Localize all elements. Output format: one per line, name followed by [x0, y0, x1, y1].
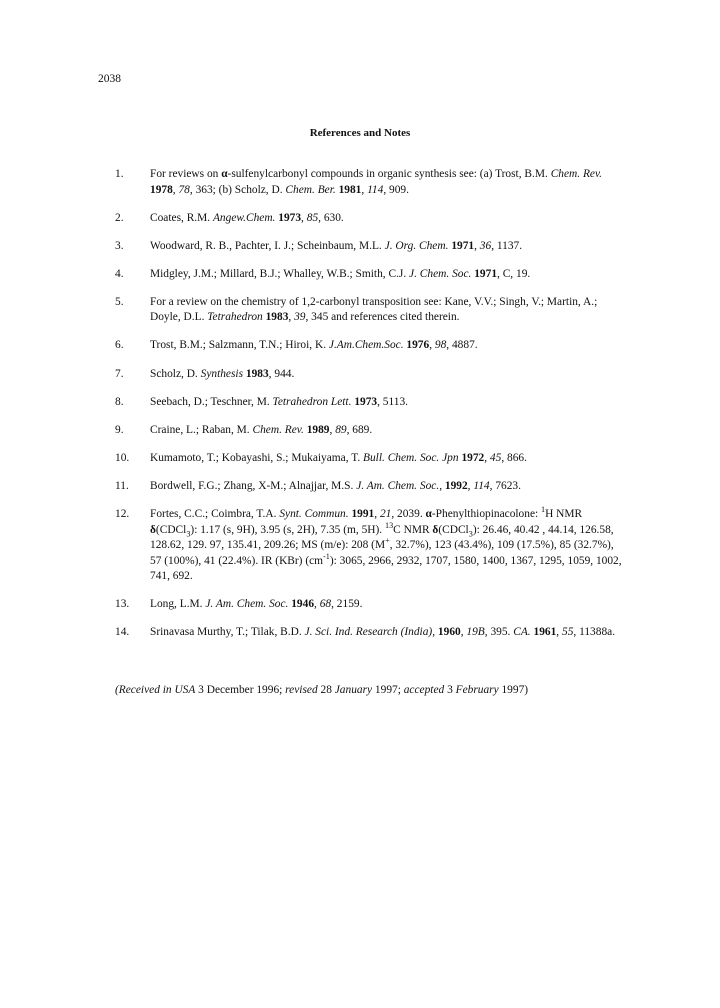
text-run: , 11388a. [573, 626, 616, 639]
text-run: , 7623. [489, 479, 521, 492]
text-run: -sulfenylcarbonyl compounds in organic synthesis see: (a) Trost, B.M. [227, 168, 551, 180]
text-run: J. Am. Chem. Soc. [356, 479, 440, 492]
received-dates-note [115, 683, 528, 699]
text-run: Bull. Chem. Soc. Jpn [363, 451, 459, 464]
reference-item [115, 479, 625, 495]
text-run: 39 [294, 311, 306, 324]
text-run: 1991 [351, 508, 375, 521]
text-run: 21 [379, 508, 392, 521]
text-run: 13 [384, 520, 394, 530]
text-run: 1973 [278, 211, 302, 224]
text-run: -1 [323, 551, 330, 561]
reference-item [115, 597, 625, 613]
text-run: 1983 [265, 311, 289, 324]
text-run: Bordwell, F.G.; Zhang, X-M.; Alnajjar, M.S. [150, 479, 357, 492]
text-run: Seebach, D.; Teschner, M. [150, 395, 273, 408]
text-run: , [172, 183, 179, 196]
text-run: 1989 [306, 423, 330, 436]
text-run: , 363; (b) Scholz, D. [189, 183, 286, 196]
text-run: ): 26.46, 40.42 , 44.14, 126.58, 128.62, 129. 97, 135.41, 209.26; MS (m/e): 208 (M [150, 523, 614, 552]
text-run: Fortes, C.C.; Coimbra, T.A. [150, 508, 280, 521]
page-number: 2038 [98, 73, 121, 85]
text-run: 85 [306, 211, 319, 224]
text-run: , 866. [501, 451, 527, 464]
text-run: , 909. [383, 183, 409, 196]
text-run: Craine, L.; Raban, M. [150, 423, 253, 436]
text-run: -Phenylthiopinacolone: [431, 508, 542, 521]
reference-number: 5. [115, 295, 124, 308]
text-run: , [556, 626, 562, 639]
text-run: , 395. [484, 626, 514, 639]
text-run: 1997) [498, 684, 529, 696]
reference-number: 12. [115, 508, 130, 521]
reference-item [115, 211, 625, 227]
text-run: , C, 19. [497, 267, 531, 280]
text-run: Synthesis [200, 367, 244, 380]
text-run: , 689. [346, 423, 373, 436]
text-run: Chem. Rev. [252, 423, 304, 436]
text-run: For a review on the chemistry of 1,2-carbonyl transposition see: Kane, V.V.; Singh, V.; Martin, A.; Doyle, D.L. [150, 295, 598, 324]
reference-text [150, 168, 602, 196]
text-run: 45 [489, 451, 502, 464]
text-run: 1972 [461, 451, 485, 464]
reference-item [115, 451, 625, 467]
text-run: 98 [434, 339, 447, 352]
text-run: , 630. [318, 211, 344, 224]
text-run: February [455, 684, 499, 696]
text-run: (Received in USA [115, 684, 196, 696]
reference-number: 14. [115, 626, 130, 639]
text-run: 1961 [533, 626, 557, 639]
text-run: 55 [562, 626, 574, 639]
text-run: Tetrahedron Lett. [272, 395, 352, 408]
text-run: Synt. Commun. [279, 508, 349, 521]
text-run: 1971 [451, 239, 475, 252]
text-run: Midgley, J.M.; Millard, B.J.; Whalley, W.B.; Smith, C.J. [150, 267, 410, 280]
text-run: J. Chem. Soc. [409, 267, 472, 280]
reference-item [115, 367, 625, 383]
text-run: Tetrahedron [207, 311, 263, 324]
text-run: Trost, B.M.; Salzmann, T.N.; Hiroi, K. [150, 339, 329, 352]
text-run: , [439, 479, 445, 492]
reference-number: 8. [115, 395, 124, 408]
text-run: , [314, 598, 320, 611]
text-run: , [432, 626, 438, 639]
reference-text [150, 480, 521, 492]
text-run: 3 [186, 528, 191, 538]
reference-item [115, 625, 625, 641]
text-run: Coates, R.M. [150, 211, 213, 224]
reference-text [150, 626, 615, 638]
text-run: 114 [367, 183, 384, 196]
text-run: 1 [541, 505, 546, 515]
text-run: CA. [513, 626, 531, 639]
text-run: J. Am. Chem. Soc. [205, 598, 289, 611]
text-run: H NMR [545, 508, 583, 521]
text-run: δ [432, 523, 439, 536]
reference-item [115, 167, 625, 198]
text-run: Srinavasa Murthy, T.; Tilak, B.D. [150, 626, 305, 639]
text-run: , 32.7%), 123 (43.4%), 109 (17.5%), 85 (32.7%), 57 (100%), 41 (22.4%). IR (KBr) (cm [150, 539, 614, 567]
text-run: 78 [178, 183, 190, 196]
text-run: α [425, 508, 432, 521]
text-run: 1992 [444, 479, 468, 492]
text-run: , 944. [268, 367, 295, 380]
reference-text [150, 368, 294, 380]
text-run: C NMR [393, 523, 433, 536]
reference-text [150, 505, 622, 583]
text-run: (CDCl [155, 523, 187, 536]
text-run: 1976 [406, 339, 430, 352]
reference-number: 10. [115, 451, 130, 464]
text-run: , [288, 311, 295, 324]
reference-item [115, 423, 625, 439]
text-run: , [374, 508, 380, 521]
text-run: , [329, 423, 336, 436]
text-run: 1983 [245, 367, 269, 380]
section-heading: References and Notes [309, 127, 411, 139]
text-run: 1997; [372, 684, 404, 696]
text-run: ): 1.17 (s, 9H), 3.95 (s, 2H), 7.35 (m, 5H). [190, 523, 385, 536]
reference-item [115, 267, 625, 283]
text-run: For reviews on [150, 168, 222, 180]
reference-item [115, 507, 625, 585]
reference-text [150, 396, 408, 408]
reference-number: 2. [115, 211, 124, 224]
reference-item [115, 295, 625, 326]
reference-number: 4. [115, 267, 124, 280]
text-run: Scholz, D. [150, 367, 201, 380]
reference-number: 6. [115, 339, 124, 352]
reference-number: 13. [115, 598, 130, 611]
text-run: J.Am.Chem.Soc. [328, 339, 404, 352]
text-run: 68 [319, 598, 332, 611]
reference-text [150, 598, 362, 610]
reference-text [150, 212, 344, 224]
text-run: Angew.Chem. [212, 211, 276, 224]
text-run: January [334, 684, 373, 696]
reference-text [150, 296, 597, 324]
text-run: 28 [317, 684, 335, 696]
reference-text [150, 339, 478, 351]
reference-item [115, 338, 625, 354]
reference-item [115, 239, 625, 255]
text-run: Woodward, R. B., Pachter, I. J.; Scheinbaum, M.L. [150, 239, 385, 252]
text-run: 3 December 1996; [195, 684, 286, 696]
text-run: 3 [444, 684, 456, 696]
reference-text [150, 268, 530, 280]
text-run: 1981 [338, 183, 362, 196]
reference-list [115, 167, 625, 653]
text-run: ): 3065, 2966, 2932, 1707, 1580, 1400, 1367, 1295, 1059, 1002, 741, 692. [150, 554, 622, 583]
reference-item [115, 395, 625, 411]
text-run: (CDCl [438, 523, 469, 536]
text-run: α [221, 168, 228, 180]
text-run: 36 [479, 239, 492, 252]
reference-text [150, 452, 527, 464]
reference-text [150, 424, 372, 436]
text-run: , [429, 339, 435, 352]
text-run: J. Sci. Ind. Research (India) [304, 626, 433, 639]
text-run: , [484, 451, 490, 464]
text-run: revised [285, 684, 318, 696]
reference-number: 7. [115, 367, 124, 380]
reference-number: 11. [115, 479, 129, 492]
text-run: , 5113. [377, 395, 408, 408]
reference-number: 3. [115, 239, 124, 252]
reference-number: 9. [115, 423, 124, 436]
text-run: , 4887. [446, 339, 478, 352]
text-run: 1973 [354, 395, 378, 408]
text-run: , [460, 626, 467, 639]
text-run: 3 [468, 528, 473, 538]
reference-text [150, 240, 522, 252]
text-run: Long, L.M. [150, 598, 206, 611]
text-run: 1960 [437, 626, 461, 639]
text-run: , [301, 211, 307, 224]
text-run: 1946 [291, 598, 315, 611]
text-run: , [474, 239, 480, 252]
reference-number: 1. [115, 168, 124, 180]
text-run: , [467, 479, 474, 492]
text-run: δ [150, 523, 156, 536]
text-run: Chem. Ber. [285, 183, 336, 196]
text-run: Kumamoto, T.; Kobayashi, S.; Mukaiyama, T. [150, 451, 364, 464]
text-run: J. Org. Chem. [384, 239, 449, 252]
text-run: 19B [466, 626, 485, 639]
text-run: , 1137. [491, 239, 523, 252]
text-run: Chem. Rev. [550, 168, 603, 180]
text-run: 114 [473, 479, 490, 492]
text-run: , 2039. [391, 508, 426, 521]
text-run: accepted [403, 684, 445, 696]
text-run: 89 [335, 423, 347, 436]
text-run: , [361, 183, 368, 196]
text-run: + [385, 536, 390, 546]
text-run: , 2159. [331, 598, 363, 611]
text-run: 1971 [474, 267, 498, 280]
text-run: , 345 and references cited therein. [305, 311, 460, 324]
text-run: 1978 [150, 183, 173, 196]
